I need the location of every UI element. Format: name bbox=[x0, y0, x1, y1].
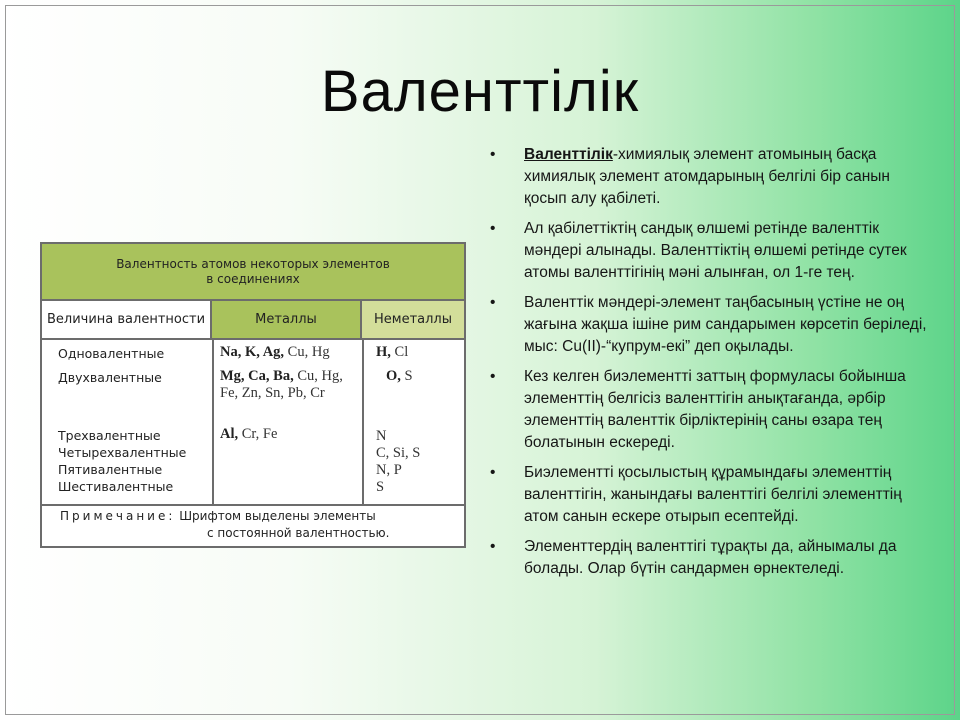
nonmetals-cell: S bbox=[376, 479, 385, 495]
table-divider bbox=[42, 504, 464, 506]
constant-valence-elements: Al, bbox=[220, 426, 239, 442]
constant-valence-elements: Mg, Ca, Ba, bbox=[220, 368, 294, 384]
bullet-text: Кез келген биэлементті заттың формуласы бойынша элементтің белгісіз валенттігін анықтағанда, әрбір элементтің валенттік бірліктерінің саны өзара тең болатынын ескереді. bbox=[524, 368, 906, 451]
bullet-dot: • bbox=[490, 294, 496, 311]
bullet-text: -химиялық элемент атомының басқа химиялық элемент атомдарының белгілі бір санын қосып алу қабілеті. bbox=[524, 146, 890, 207]
defined-term: Валенттілік bbox=[524, 146, 613, 163]
table-header-line2: в соединениях bbox=[206, 272, 300, 286]
bullet-list bbox=[484, 144, 934, 588]
bullet-item bbox=[484, 144, 934, 210]
note-line2: с постоянной валентностью. bbox=[207, 526, 390, 540]
row-label: Пятивалентные bbox=[58, 462, 163, 477]
bullet-text: Элементтердің валенттігі тұрақты да, айнымалы да болады. Олар бүтін сандармен өрнектеледі. bbox=[524, 538, 897, 577]
variable-valence-elements: S bbox=[400, 368, 413, 384]
nonmetals-cell bbox=[386, 368, 413, 385]
variable-valence-elements: Cu, Hg, Fe, Zn, Sn, Pb, Cr bbox=[220, 368, 343, 401]
nonmetals-cell: N bbox=[376, 428, 387, 444]
bullet-dot: • bbox=[490, 220, 496, 237]
bullet-item bbox=[484, 292, 934, 358]
note-text: Шрифтом выделены элементы bbox=[175, 509, 376, 523]
note-label: Примечание: bbox=[60, 509, 176, 523]
metals-cell bbox=[220, 344, 362, 361]
bullet-text: Ал қабілеттіктің сандық өлшемі ретінде валенттік мәндері алынады. Валенттіктің өлшемі ретінде сутек атомы валенттігінің мәні алынған, ол 1-ге тең. bbox=[524, 220, 907, 281]
variable-valence-elements: Cl bbox=[390, 344, 409, 360]
nonmetals-column bbox=[372, 338, 464, 504]
constant-valence-elements: O, bbox=[386, 368, 401, 384]
row-label: Трехвалентные bbox=[58, 428, 161, 443]
valence-labels bbox=[58, 338, 213, 504]
variable-valence-elements: Cr, Fe bbox=[238, 426, 278, 442]
column-header-metals: Металлы bbox=[212, 301, 362, 338]
note-line1 bbox=[42, 508, 464, 525]
constant-valence-elements: H, bbox=[376, 344, 391, 360]
valence-table bbox=[40, 242, 466, 548]
table-header bbox=[42, 244, 464, 301]
column-header-valence: Величина валентности bbox=[42, 301, 212, 338]
bullet-dot: • bbox=[490, 464, 496, 481]
bullet-dot: • bbox=[490, 538, 496, 555]
bullet-text: Биэлементті қосылыстың құрамындағы элементтің валенттігін, жанындағы валенттігі белгілі элементтің атом санын ескере отырып есептейді. bbox=[524, 464, 902, 525]
row-label: Четырехвалентные bbox=[58, 445, 187, 460]
column-header-row bbox=[42, 301, 464, 340]
metals-cell bbox=[220, 426, 362, 443]
row-label: Шестивалентные bbox=[58, 479, 174, 494]
nonmetals-cell: N, P bbox=[376, 462, 402, 478]
metals-cell bbox=[220, 368, 362, 402]
table-header-line1: Валентность атомов некоторых элементов bbox=[116, 257, 390, 271]
bullet-item bbox=[484, 536, 934, 580]
row-label: Одновалентные bbox=[58, 346, 165, 361]
table-note bbox=[42, 508, 464, 542]
bullet-item bbox=[484, 218, 934, 284]
bullet-item bbox=[484, 462, 934, 528]
row-label: Двухвалентные bbox=[58, 370, 162, 385]
constant-valence-elements: Na, K, Ag, bbox=[220, 344, 285, 360]
column-divider bbox=[362, 338, 364, 504]
metals-column bbox=[220, 338, 362, 504]
variable-valence-elements: Cu, Hg bbox=[284, 344, 330, 360]
bullet-item bbox=[484, 366, 934, 454]
bullet-dot: • bbox=[490, 146, 496, 163]
column-header-nonmetals: Неметаллы bbox=[362, 301, 464, 338]
slide-title: Валенттілік bbox=[320, 59, 640, 124]
nonmetals-cell bbox=[376, 344, 408, 361]
bullet-dot: • bbox=[490, 368, 496, 385]
nonmetals-cell: C, Si, S bbox=[376, 445, 421, 461]
bullet-text: Валенттік мәндері-элемент таңбасының үстіне не оң жағына жақша ішіне рим сандарымен көрсетіп беріледі, мыс: Cu(II)-“купрум-екі” деп оқылады. bbox=[524, 294, 927, 355]
